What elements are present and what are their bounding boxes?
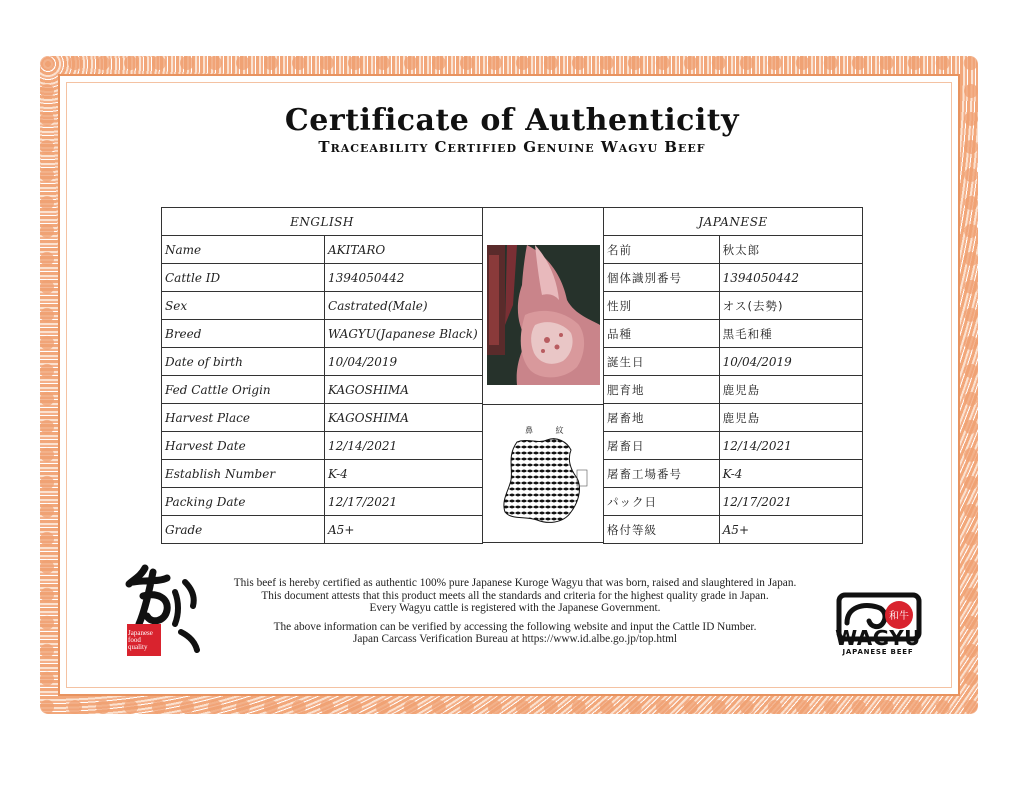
row-value: 1394050442 <box>719 264 862 292</box>
row-label: Date of birth <box>162 348 325 376</box>
row-label: 肥育地 <box>604 376 720 404</box>
table-row <box>604 320 863 348</box>
row-value: AKITARO <box>325 236 483 264</box>
table-row <box>162 236 483 264</box>
row-label: 屠畜日 <box>604 432 720 460</box>
nose-print-label: 鼻 紋 <box>525 426 574 435</box>
row-label: 屠畜工場番号 <box>604 460 720 488</box>
logo-text-line: Japanese <box>128 629 153 637</box>
row-label: Harvest Date <box>162 432 325 460</box>
row-value: 黒毛和種 <box>719 320 862 348</box>
table-row <box>162 348 483 376</box>
row-label: Establish Number <box>162 460 325 488</box>
table-row <box>162 264 483 292</box>
row-label: Grade <box>162 516 325 544</box>
table-row <box>162 320 483 348</box>
table-row <box>604 460 863 488</box>
row-label: Name <box>162 236 325 264</box>
wagyu-brand: WAGYU <box>835 626 921 650</box>
row-value: 10/04/2019 <box>719 348 862 376</box>
table-row <box>604 516 863 544</box>
row-label: Fed Cattle Origin <box>162 376 325 404</box>
table-row <box>604 432 863 460</box>
row-value: KAGOSHIMA <box>325 404 483 432</box>
table-row <box>162 516 483 544</box>
logo-text-line: food <box>128 636 141 644</box>
row-value: K-4 <box>719 460 862 488</box>
wagyu-subtitle: JAPANESE BEEF <box>842 648 914 656</box>
row-value: オス(去勢) <box>719 292 862 320</box>
row-value: 12/17/2021 <box>325 488 483 516</box>
table-row <box>162 432 483 460</box>
row-label: 品種 <box>604 320 720 348</box>
row-label: パック日 <box>604 488 720 516</box>
wagyu-seal-text: 和牛 <box>889 611 909 622</box>
row-label: Breed <box>162 320 325 348</box>
row-value: 鹿児島 <box>719 376 862 404</box>
row-label: Harvest Place <box>162 404 325 432</box>
row-value: A5+ <box>719 516 862 544</box>
certificate-subtitle: Traceability Certified Genuine Wagyu Beef <box>318 138 706 156</box>
table-row <box>162 292 483 320</box>
row-value: KAGOSHIMA <box>325 376 483 404</box>
logo-text-line: quality <box>128 643 148 651</box>
statement-line: This beef is hereby certified as authentic 100% pure Japanese Kuroge Wagyu that was born, raised and slaughtered in Japan. <box>233 577 797 589</box>
row-value: WAGYU(Japanese Black) <box>325 320 483 348</box>
statement-line: Every Wagyu cattle is registered with the Japanese Government. <box>369 602 661 615</box>
english-table <box>161 207 483 544</box>
table-row <box>604 292 863 320</box>
row-label: 格付等級 <box>604 516 720 544</box>
row-value: 1394050442 <box>325 264 483 292</box>
row-label: Sex <box>162 292 325 320</box>
statement-line: This document attests that this product meets all the standards and criteria for the highest quality grade in Japan. <box>261 589 769 602</box>
row-value: Castrated(Male) <box>325 292 483 320</box>
table-row <box>604 488 863 516</box>
row-label: Cattle ID <box>162 264 325 292</box>
row-value: 10/04/2019 <box>325 348 483 376</box>
row-value: K-4 <box>325 460 483 488</box>
certification-statement <box>195 577 835 646</box>
certificate-title: Certificate of Authenticity <box>284 103 740 138</box>
beef-carcass-photo <box>487 245 600 385</box>
japanese-food-quality-text <box>128 630 158 651</box>
row-value: 12/14/2021 <box>325 432 483 460</box>
nose-print-image <box>497 420 592 532</box>
table-row <box>604 376 863 404</box>
table-row <box>162 488 483 516</box>
row-value: 12/14/2021 <box>719 432 862 460</box>
image-divider <box>483 404 603 405</box>
english-header: ENGLISH <box>162 208 483 236</box>
japanese-header: JAPANESE <box>604 208 863 236</box>
row-label: 性別 <box>604 292 720 320</box>
row-label: 屠畜地 <box>604 404 720 432</box>
table-row <box>604 236 863 264</box>
table-row <box>604 264 863 292</box>
japanese-table <box>603 207 863 544</box>
row-label: 名前 <box>604 236 720 264</box>
table-row <box>604 348 863 376</box>
row-value: 秋太郎 <box>719 236 862 264</box>
row-label: 個体識別番号 <box>604 264 720 292</box>
row-label: Packing Date <box>162 488 325 516</box>
statement-line: Japan Carcass Verification Bureau at https://www.id.albe.go.jp/top.html <box>352 633 678 646</box>
row-label: 誕生日 <box>604 348 720 376</box>
table-row <box>604 404 863 432</box>
table-row <box>162 404 483 432</box>
row-value: 鹿児島 <box>719 404 862 432</box>
table-row <box>162 460 483 488</box>
statement-line: The above information can be verified by accessing the following website and input the Cattle ID Number. <box>273 620 757 633</box>
row-value: A5+ <box>325 516 483 544</box>
row-value: 12/17/2021 <box>719 488 862 516</box>
table-row <box>162 376 483 404</box>
